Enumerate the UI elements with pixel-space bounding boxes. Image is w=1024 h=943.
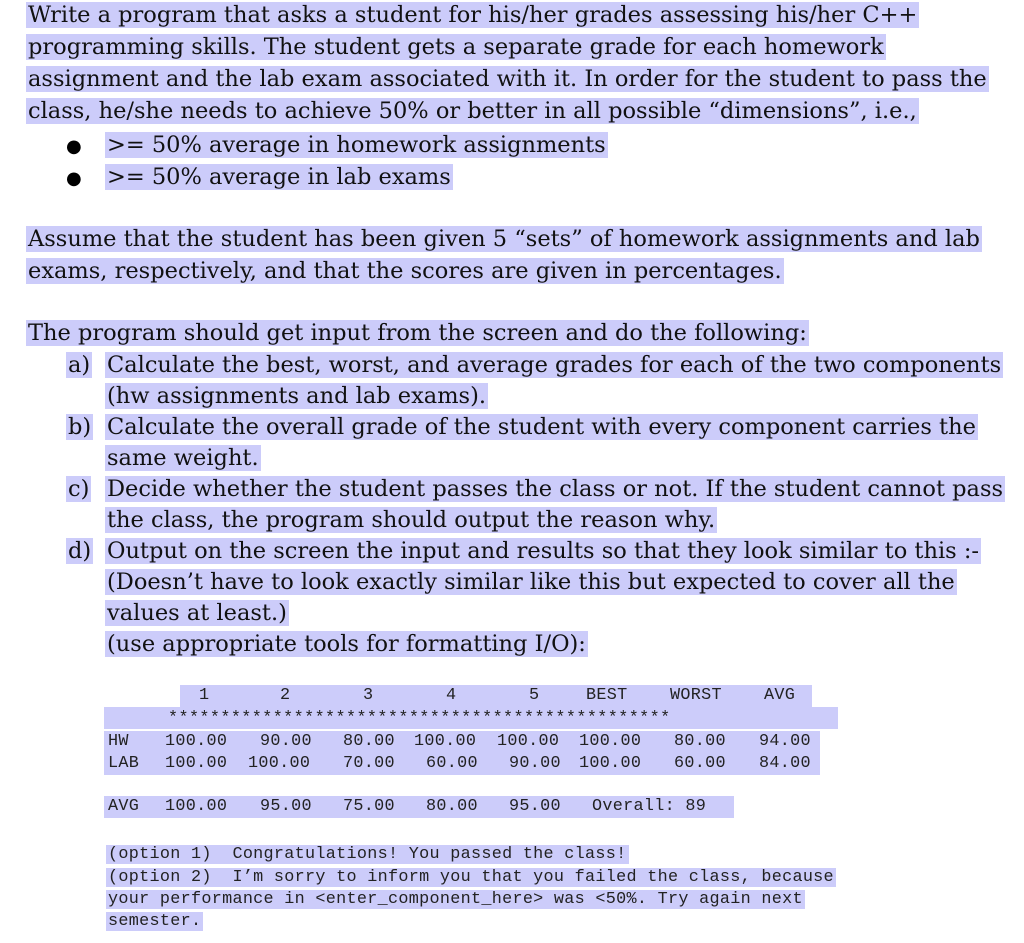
row-hw-4: 100.00: [414, 732, 477, 751]
row-avg-1: 100.00: [165, 797, 228, 816]
table-header-5: 5: [529, 686, 540, 705]
row-hw-5: 100.00: [497, 732, 560, 751]
intro-line-4: class, he/she needs to achieve 50% or better in all possible “dimensions”, i.e.,: [28, 98, 917, 124]
output-option-2-end: semester.: [108, 912, 202, 931]
bullet-item-1: >= 50% average in homework assignments: [107, 132, 606, 158]
output-option-2: (option 2) I’m sorry to inform you that you failed the class, because: [108, 868, 834, 887]
bullet-item-2: >= 50% average in lab exams: [107, 164, 451, 190]
item-a-line-1: Calculate the best, worst, and average grades for each of the two components: [107, 352, 1002, 378]
row-lab-worst: 60.00: [674, 754, 726, 773]
bullet-dot-2: ●: [66, 168, 82, 189]
item-d-line-3: values at least.): [107, 600, 287, 626]
row-lab-4: 60.00: [426, 754, 478, 773]
item-b-marker: b): [68, 414, 92, 440]
table-stars-divider: ************************************************: [168, 709, 671, 728]
row-avg-label: AVG: [108, 797, 140, 816]
row-lab-5: 90.00: [509, 754, 561, 773]
row-hw-worst: 80.00: [674, 732, 726, 751]
row-hw-1: 100.00: [165, 732, 228, 751]
program-intro: The program should get input from the screen and do the following:: [28, 320, 807, 346]
row-lab-best: 100.00: [579, 754, 642, 773]
item-a-marker: a): [68, 352, 91, 378]
table-header-best: BEST: [586, 686, 628, 705]
table-header-avg: AVG: [764, 686, 796, 705]
item-b-line-2: same weight.: [107, 445, 259, 471]
table-header-3: 3: [363, 686, 374, 705]
row-hw-label: HW: [108, 732, 129, 751]
row-avg-5: 95.00: [509, 797, 561, 816]
item-a-line-2: (hw assignments and lab exams).: [107, 383, 487, 409]
item-c-line-1: Decide whether the student passes the class or not. If the student cannot pass: [107, 476, 1004, 502]
row-hw-2: 90.00: [260, 732, 312, 751]
item-b-line-1: Calculate the overall grade of the student with every component carries the: [107, 414, 976, 440]
row-lab-1: 100.00: [165, 754, 228, 773]
row-lab-2: 100.00: [248, 754, 311, 773]
item-d-line-4: (use appropriate tools for formatting I/O):: [107, 631, 586, 657]
intro-line-3: assignment and the lab exam associated with it. In order for the student to pass the: [28, 66, 987, 92]
row-hw-3: 80.00: [343, 732, 395, 751]
row-avg-3: 75.00: [343, 797, 395, 816]
table-header-worst: WORST: [670, 686, 722, 705]
assume-line-1: Assume that the student has been given 5 “sets” of homework assignments and lab: [28, 226, 980, 252]
intro-line-2: programming skills. The student gets a separate grade for each homework: [28, 34, 884, 60]
intro-line-1: Write a program that asks a student for his/her grades assessing his/her C++: [28, 2, 918, 28]
row-hw-best: 100.00: [579, 732, 642, 751]
row-lab-3: 70.00: [343, 754, 395, 773]
output-option-2-cont: your performance in <enter_component_here> was <50%. Try again next: [108, 890, 803, 909]
bullet-dot-1: ●: [66, 136, 82, 157]
item-c-line-2: the class, the program should output the reason why.: [107, 507, 716, 533]
row-lab-label: LAB: [108, 754, 140, 773]
row-lab-avg: 84.00: [759, 754, 811, 773]
row-avg-4: 80.00: [426, 797, 478, 816]
table-header-2: 2: [280, 686, 291, 705]
assume-line-2: exams, respectively, and that the scores are given in percentages.: [28, 258, 782, 284]
item-c-marker: c): [68, 476, 90, 502]
item-d-marker: d): [68, 538, 92, 564]
row-hw-avg: 94.00: [759, 732, 811, 751]
output-option-1: (option 1) Congratulations! You passed the class!: [108, 845, 627, 864]
item-d-line-2: (Doesn’t have to look exactly similar like this but expected to cover all the: [107, 569, 955, 595]
item-d-line-1: Output on the screen the input and results so that they look similar to this :-: [107, 538, 980, 564]
row-avg-2: 95.00: [260, 797, 312, 816]
table-header-4: 4: [446, 686, 457, 705]
row-avg-overall: Overall: 89: [592, 797, 707, 816]
table-header-1: 1: [199, 686, 210, 705]
